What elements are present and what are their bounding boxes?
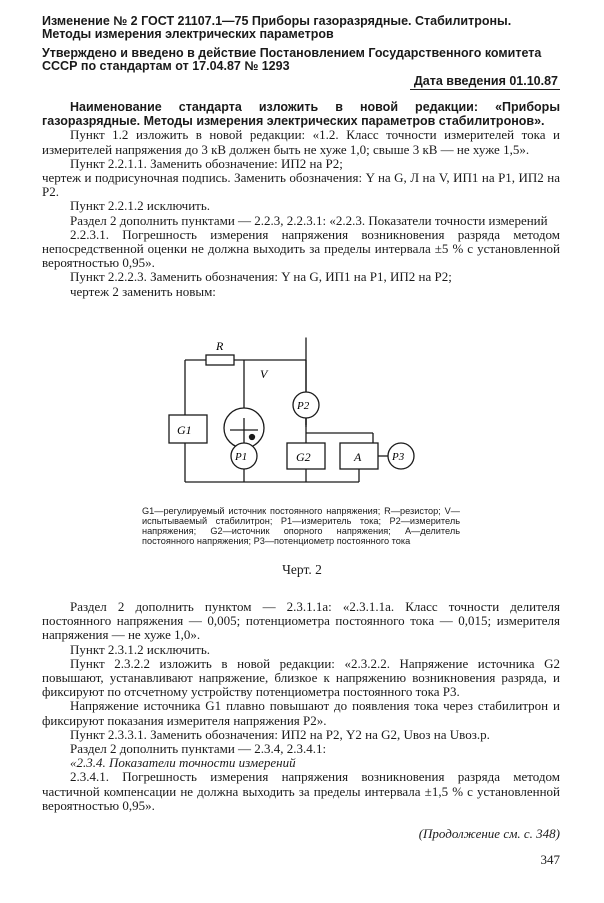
amendment-title: Изменение № 2 ГОСТ 21107.1—75 Приборы газоразрядные. Стабилитроны. [42, 14, 512, 28]
paragraph: Пункт 2.2.1.1. Заменить обозначение: ИП2 на Р2; [70, 155, 343, 171]
label-p2: P2 [297, 400, 310, 412]
label-g1: G1 [177, 423, 192, 437]
paragraph: чертеж и подрисуночная подпись. Заменить обозначения: Y на G, Л на V, ИП1 на Р1, ИП2 на Р2. [42, 170, 560, 200]
resistor-r [206, 355, 234, 365]
paragraph: Наименование стандарта изложить в новой редакции: «Приборы газоразрядные. Методы измерения электрических параметров стабилитронов». [42, 100, 560, 129]
label-r: R [216, 339, 224, 353]
approval-line-1: Утверждено и введено в действие Постановлением Государственного комитета [42, 46, 542, 60]
paragraph: Раздел 2 дополнить пунктами — 2.3.4, 2.3.4.1: [70, 741, 327, 757]
body-top [42, 100, 560, 299]
paragraph: Пункт 2.3.2.2 изложить в новой редакции: «2.3.2.2. Напряжение источника G2 повышают, устанавливают напряжение, близкое к напряжению возникновения разряда, и фиксируют по отсчетному устройству потенциометра постоянного тока Р3. [42, 655, 560, 700]
label-a: A [354, 450, 362, 464]
continuation-note: (Продолжение см. с. 348) [418, 826, 560, 841]
figure-caption: G1—регулируемый источник постоянного напряжения; R—резистор; V—испытываемый стабилитрон; P1—измеритель тока; P2—измеритель напряжения; G2—источник опорного напряжения; A—делитель постоянного напряжения; P3—потенциометр постоянного тока [142, 506, 460, 546]
label-g2: G2 [296, 450, 311, 464]
paragraph: 2.3.4.1. Погрешность измерения напряжения возникновения разряда методом частичной компенсации не должна выходить за пределы интервала ±1,5 % с установленной вероятностью 0,95». [42, 769, 560, 813]
paragraph: чертеж 2 заменить новым: [70, 283, 216, 299]
paragraph: Пункт 2.3.3.1. Заменить обозначения: ИП2 на Р2, Y2 на G2, Uвоз на Uвоз.р. [70, 726, 490, 742]
label-p3: P3 [392, 451, 405, 463]
figure-number: Черт. 2 [282, 562, 322, 577]
paragraph: Пункт 1.2 изложить в новой редакции: «1.2. Класс точности измерителей тока и измерителей напряжения до 3 кВ должен быть не хуже 1,0; свыше 3 кВ — не хуже 1,5». [42, 127, 560, 157]
page-number: 347 [540, 852, 560, 867]
approval-line-2: СССР по стандартам от 17.04.87 № 1293 [42, 59, 290, 73]
label-v: V [260, 367, 268, 381]
circuit-diagram [0, 330, 604, 500]
paragraph: Раздел 2 дополнить пунктами — 2.2.3, 2.2.3.1: «2.2.3. Показатели точности измерений [70, 212, 548, 228]
body-bottom [42, 600, 560, 813]
paragraph: Раздел 2 дополнить пунктом — 2.3.1.1а: «2.3.1.1а. Класс точности делителя постоянного напряжения — 0,005; потенциометра постоянного тока — 0,015; измерителя напряжения — не хуже 1,0». [42, 599, 560, 643]
amendment-subtitle: Методы измерения электрических параметров [42, 27, 334, 41]
paragraph: 2.2.3.1. Погрешность измерения напряжения возникновения разряда методом непосредственной оценки не должна выходить за пределы интервала ±5 % с установленной вероятностью 0,95». [42, 226, 560, 271]
paragraph: Напряжение источника G1 плавно повышают до появления тока через стабилитрон и фиксируют показания измерителя напряжения Р2». [42, 698, 560, 728]
label-p1: P1 [235, 451, 248, 463]
effective-date: Дата введения 01.10.87 [413, 74, 558, 88]
paragraph: Пункт 2.2.2.3. Заменить обозначения: Y на G, ИП1 на Р1, ИП2 на Р2; [70, 269, 452, 285]
paragraph: Пункт 2.2.1.2 исключить. [70, 198, 211, 214]
paragraph: Пункт 2.3.1.2 исключить. [70, 641, 211, 657]
date-underline [410, 89, 560, 90]
paragraph: «2.3.4. Показатели точности измерений [70, 755, 296, 771]
